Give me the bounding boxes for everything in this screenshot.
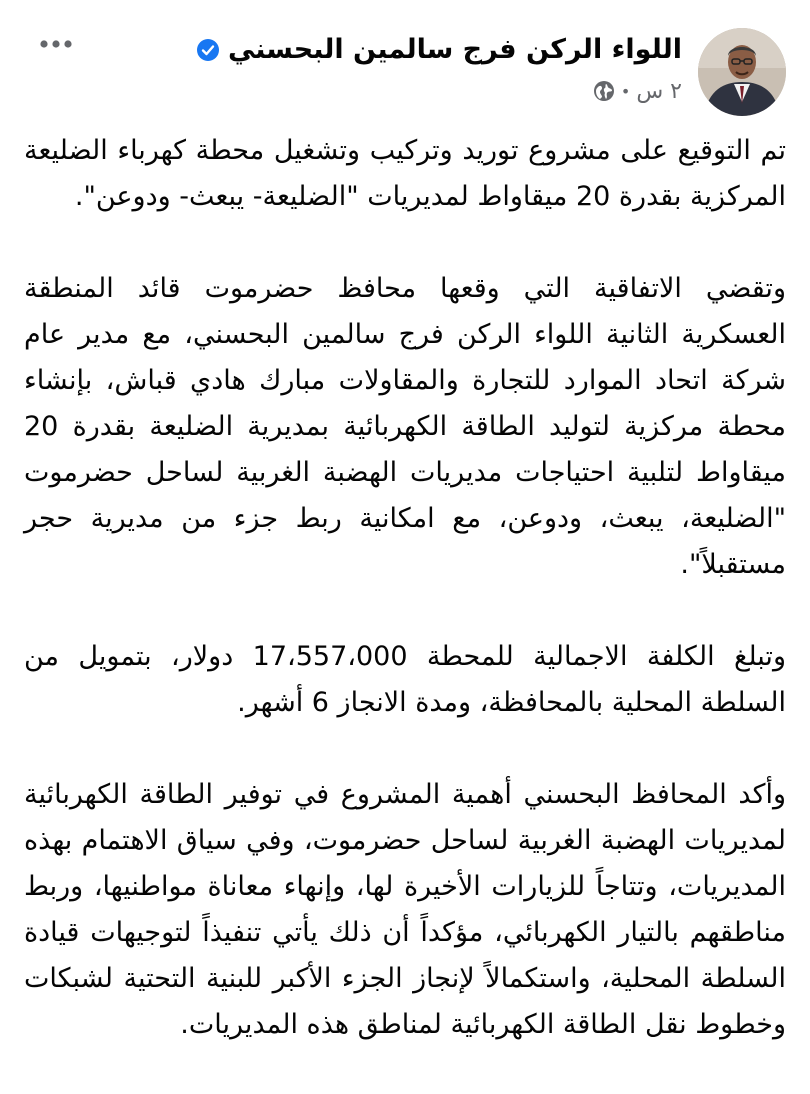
post-header — [24, 26, 786, 122]
post-time[interactable]: ٢ س — [636, 78, 682, 104]
post-paragraph-3: وتبلغ الكلفة الاجمالية للمحطة 17،557،000 دولار، بتمويل من السلطة المحلية بالمحافظة، ومدة الانجاز 6 أشهر. — [24, 641, 786, 718]
post-meta — [196, 76, 682, 106]
post-paragraph-2: وتقضي الاتفاقية التي وقعها محافظ حضرموت قائد المنطقة العسكرية الثانية اللواء الركن فرج سالمين البحسني، مع مدير عام شركة اتحاد الموارد للتجارة والمقاولات مبارك هادي قباش، بإنشاء محطة مركزية لتوليد الطاقة الكهربائية بمديرية الضليعة بقدرة 20 ميقاواط لتلبية احتياجات مديريات الهضبة الغربية لساحل حضرموت "الضليعة، يبعث، ودوعن، مع امكانية ربط جزء من مديرية حجر مستقبلاً". — [24, 273, 786, 580]
author-block — [196, 32, 682, 106]
author-name[interactable]: اللواء الركن فرج سالمين البحسني — [227, 34, 682, 65]
post-paragraph-4: وأكد المحافظ البحسني أهمية المشروع في توفير الطاقة الكهربائية لمديريات الهضبة الغربية لساحل حضرموت، وفي سياق الاهتمام بهذه المديريات، وتتاجاً للزيارات الأخيرة لها، وإنهاء معاناة مواطنيها، وربط مناطقهم بالتيار الكهربائي، مؤكداً أن ذلك يأتي تنفيذاً لتوجيهات قيادة السلطة المحلية، واستكمالاً لإنجاز الجزء الأكبر للبنية التحتية لشبكات وخطوط نقل الطاقة الكهربائية لمناطق هذه المديريات. — [24, 779, 786, 1040]
more-options-icon[interactable] — [36, 34, 76, 54]
globe-icon[interactable] — [593, 80, 615, 102]
avatar[interactable] — [698, 28, 786, 116]
post-paragraph-1: تم التوقيع على مشروع توريد وتركيب وتشغيل محطة كهرباء الضليعة المركزية بقدرة 20 ميقاواط لمديريات "الضليعة- يبعث- ودوعن". — [24, 135, 786, 212]
meta-separator: • — [620, 81, 631, 101]
post-content — [24, 128, 786, 1094]
author-line — [196, 32, 682, 68]
verified-badge-icon — [196, 38, 220, 62]
avatar-photo — [698, 28, 786, 116]
